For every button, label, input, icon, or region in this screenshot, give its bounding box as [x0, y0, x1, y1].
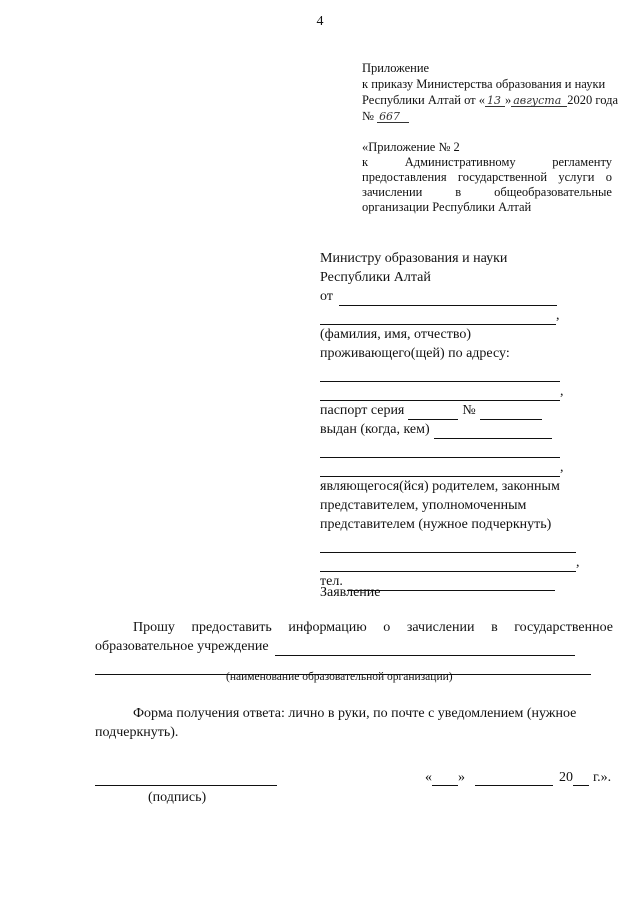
date-block: « » 20 г.». [425, 770, 612, 785]
issued-field-3[interactable] [320, 462, 560, 477]
appendix-2-title: «Приложение № 2 [362, 140, 460, 154]
passport-number-field[interactable] [480, 405, 542, 420]
org-caption: (наименование образовательной организации) [226, 671, 453, 683]
statement-title: Заявление [320, 585, 381, 600]
appendix-2-line: организации Республики Алтай [362, 200, 532, 214]
addressee-block: Министру образования и науки Республики Алтай от , (фамилия, имя, отчество) проживающего(щей) по адресу: , паспорт серия № выдан (когда, кем) , являющегося(йся) родителем, законным представителем, уполномоченным представителем (нужное подчеркнуть) , тел. [320, 251, 580, 589]
role-line: являющегося(йся) родителем, законным [320, 479, 560, 494]
appendix-header [362, 60, 618, 124]
addressee-line: Министру образования и науки [320, 251, 508, 266]
residing-label: проживающего(щей) по адресу: [320, 346, 510, 361]
appendix-date-line: Республики Алтай от « 13 » августа 2020 года [362, 93, 618, 107]
date-year-field[interactable] [573, 771, 589, 786]
response-paragraph: Форма получения ответа: лично в руки, по почте с уведомлением (нужное подчеркнуть). [95, 706, 577, 740]
role-line: представителем, уполномоченным [320, 498, 527, 513]
address-field-2[interactable] [320, 386, 560, 401]
from-label: от [320, 289, 333, 304]
representative-field[interactable] [320, 538, 576, 553]
handwritten-day: 13 [485, 95, 505, 107]
appendix-2-line: к Административному регламенту [362, 155, 612, 169]
date-month-field[interactable] [475, 771, 553, 786]
appendix-2-line: зачислении в общеобразовательные [362, 185, 612, 199]
appendix-order-line: к приказу Министерства образования и науки [362, 77, 606, 91]
signature-caption: (подпись) [148, 790, 207, 805]
issued-field-2[interactable] [320, 443, 560, 458]
signature-field[interactable] [95, 784, 277, 786]
from-name-field-2[interactable] [320, 310, 556, 325]
handwritten-month: августа [511, 95, 567, 107]
representative-field-2[interactable] [320, 557, 576, 572]
request-paragraph: Прошу предоставить информацию о зачислении в государственное образовательное учреждение [95, 618, 613, 675]
name-caption: (фамилия, имя, отчество) [320, 327, 472, 342]
role-line: представителем (нужное подчеркнуть) [320, 517, 552, 532]
date-day-field[interactable] [432, 771, 458, 786]
passport-series-field[interactable] [408, 405, 458, 420]
phone-label: тел. [320, 574, 343, 589]
appendix-2-line: предоставления государственной услуги о [362, 170, 612, 184]
appendix-2-header [362, 140, 612, 215]
addressee-line: Республики Алтай [320, 270, 431, 285]
page-number: 4 [316, 14, 324, 29]
appendix-number-line: № 667 [362, 108, 618, 124]
appendix-title: Приложение [362, 61, 430, 75]
from-name-field[interactable] [339, 291, 557, 306]
issued-label: выдан (когда, кем) [320, 422, 430, 437]
issued-field[interactable] [434, 424, 552, 439]
passport-number-label: № [462, 403, 476, 418]
institution-field[interactable] [275, 641, 575, 656]
address-field[interactable] [320, 367, 560, 382]
handwritten-number: 667 [377, 111, 409, 123]
passport-series-label: паспорт серия [320, 403, 405, 418]
